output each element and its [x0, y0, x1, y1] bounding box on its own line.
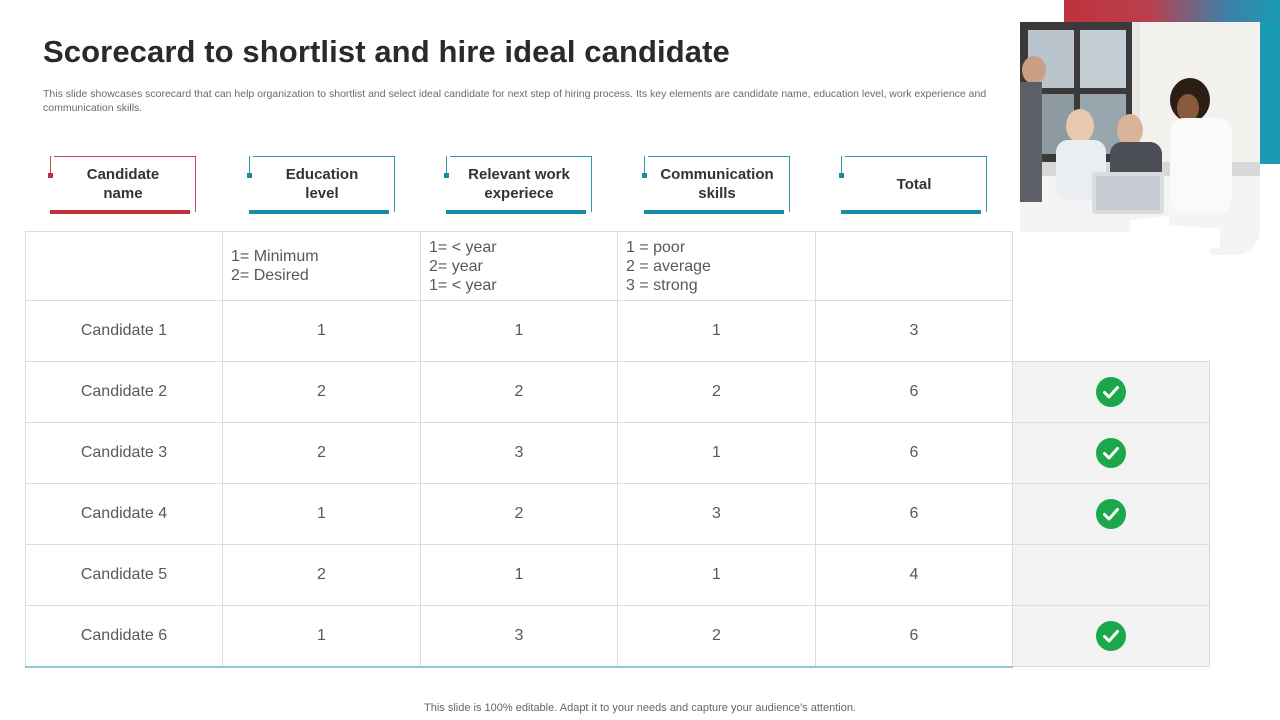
slide-title: Scorecard to shortlist and hire ideal candidate: [43, 34, 730, 69]
cell-experience: 1: [421, 301, 618, 362]
legend-cell-shortlist: [1013, 232, 1210, 301]
slide-description: This slide showcases scorecard that can help organization to shortlist and select ideal candidate for next step of hiring process. Its key elements are candidate name, education level, work experience and communication skills.: [43, 88, 987, 114]
legend-line: 3 = strong: [626, 276, 698, 294]
legend-line: 1= Minimum: [231, 248, 319, 265]
cell-education: 2: [223, 423, 421, 484]
cell-candidate-name: Candidate 6: [26, 606, 223, 667]
cell-communication: 1: [618, 545, 816, 606]
header-total: [841, 156, 987, 212]
legend-line: 1 = poor: [626, 238, 686, 256]
header-candidate-name: [50, 156, 196, 212]
table-row: [26, 362, 1210, 423]
checkmark-circle-icon: [1096, 499, 1126, 529]
cell-total: 3: [816, 301, 1013, 362]
cell-education: 2: [223, 545, 421, 606]
cell-experience: 2: [421, 484, 618, 545]
checkmark-circle-icon: [1096, 438, 1126, 468]
slide-footer: This slide is 100% editable. Adapt it to your needs and capture your audience's attention.: [424, 702, 856, 714]
cell-communication: 1: [618, 423, 816, 484]
cell-shortlist: [1013, 423, 1210, 484]
cell-communication: 2: [618, 606, 816, 667]
cell-shortlist: [1013, 301, 1210, 362]
cell-education: 2: [223, 362, 421, 423]
header-label: Communication skills: [660, 166, 774, 202]
team-meeting-photo: [1020, 22, 1260, 255]
cell-shortlist: [1013, 362, 1210, 423]
legend-row: [26, 232, 1210, 301]
legend-line: 1= < year: [429, 238, 497, 256]
table-row: [26, 545, 1210, 606]
cell-shortlist: [1013, 484, 1210, 545]
scorecard-table: [25, 231, 1210, 668]
legend-cell-total: [816, 232, 1013, 301]
cell-candidate-name: Candidate 4: [26, 484, 223, 545]
cell-total: 6: [816, 423, 1013, 484]
legend-line: 1= < year: [429, 276, 497, 294]
checkmark-circle-icon: [1096, 377, 1126, 407]
cell-candidate-name: Candidate 3: [26, 423, 223, 484]
cell-total: 6: [816, 606, 1013, 667]
cell-education: 1: [223, 606, 421, 667]
cell-candidate-name: Candidate 5: [26, 545, 223, 606]
cell-total: 6: [816, 362, 1013, 423]
header-work-experience: [446, 156, 592, 212]
cell-experience: 3: [421, 606, 618, 667]
cell-shortlist: [1013, 606, 1210, 667]
cell-experience: 1: [421, 545, 618, 606]
cell-communication: 3: [618, 484, 816, 545]
cell-total: 4: [816, 545, 1013, 606]
cell-total: 6: [816, 484, 1013, 545]
header-label: Education level: [285, 166, 359, 202]
table-row: [26, 423, 1210, 484]
cell-candidate-name: Candidate 1: [26, 301, 223, 362]
header-label: Total: [896, 175, 932, 193]
legend-cell-empty: [26, 232, 223, 301]
header-communication-skills: [644, 156, 790, 212]
accent-bar: [1064, 0, 1280, 22]
table-row: [26, 484, 1210, 545]
checkmark-circle-icon: [1096, 621, 1126, 651]
header-education-level: [249, 156, 395, 212]
cell-experience: 3: [421, 423, 618, 484]
legend-line: 2 = average: [626, 257, 711, 275]
cell-education: 1: [223, 301, 421, 362]
legend-experience: [421, 232, 618, 301]
table-row: [26, 606, 1210, 667]
legend-communication: [618, 232, 816, 301]
legend-line: 2= Desired: [231, 267, 309, 284]
header-label: Relevant work experiece: [468, 166, 570, 202]
legend-education: [223, 232, 421, 301]
cell-communication: 2: [618, 362, 816, 423]
cell-communication: 1: [618, 301, 816, 362]
cell-candidate-name: Candidate 2: [26, 362, 223, 423]
header-label: Candidate name: [86, 166, 160, 202]
cell-experience: 2: [421, 362, 618, 423]
cell-shortlist: [1013, 545, 1210, 606]
cell-education: 1: [223, 484, 421, 545]
legend-line: 2= year: [429, 257, 483, 275]
table-row: [26, 301, 1210, 362]
